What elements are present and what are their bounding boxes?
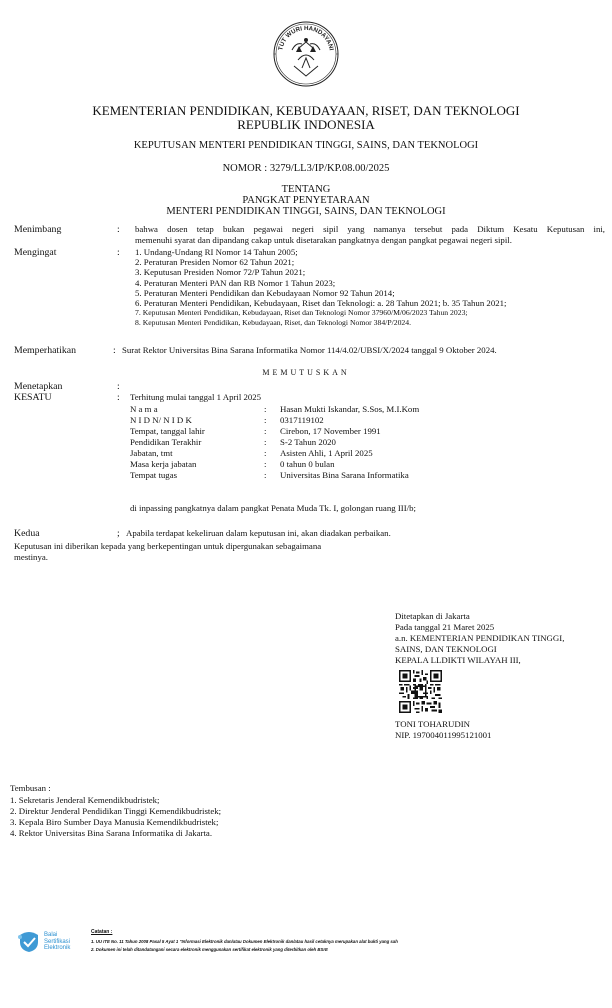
catatan-label: Catatan : (91, 929, 113, 935)
field-colon: : (264, 415, 267, 425)
kedua-label: Kedua (14, 528, 40, 539)
field-label-tempat-tugas: Tempat tugas (130, 470, 178, 480)
tembusan-item: 1. Sekretaris Jenderal Kemendikbudristek; (10, 795, 160, 805)
mengingat-item: 8. Keputusan Menteri Pendidikan, Kebudayaan, Riset, dan Teknologi Nomor 384/P/2024. (135, 318, 412, 328)
signature-an-line-1: a.n. KEMENTERIAN PENDIDIKAN TINGGI, (395, 633, 565, 643)
field-colon: : (264, 459, 267, 469)
field-label-nama: N a m a (130, 404, 158, 414)
tembusan-label: Tembusan : (10, 783, 51, 793)
bsre-logo-text (44, 932, 70, 952)
menimbang-line-1: bahwa dosen tetap bukan pegawai negeri sipil yang namanya tersebut pada Diktum Kesatu Keputusan ini, (135, 224, 605, 234)
tembusan-block (10, 783, 330, 839)
mengingat-label: Mengingat (14, 247, 57, 258)
decree-number: NOMOR : 3279/LL3/IP/KP.08.00/2025 (222, 163, 390, 174)
signature-an-line-2: SAINS, DAN TEKNOLOGI (395, 644, 497, 654)
signature-an-line-3: KEPALA LLDIKTI WILAYAH III, (395, 655, 521, 665)
menimbang-colon: : (117, 224, 120, 235)
mengingat-list (135, 247, 605, 329)
field-value-jabatan: Asisten Ahli, 1 April 2025 (280, 448, 373, 458)
field-row (130, 437, 590, 448)
field-row (130, 459, 590, 470)
seal-motto: TUT WURI HANDAYANI (277, 24, 335, 52)
menimbang-label: Menimbang (14, 224, 62, 235)
signatory-name: TONI TOHARUDIN (395, 719, 471, 729)
country-title: REPUBLIK INDONESIA (237, 117, 375, 132)
signature-block (395, 611, 605, 666)
mengingat-item: 7. Keputusan Menteri Pendidikan, Kebudayaan, Riset dan Teknologi Nomor 37960/M/06/2023 Tahun 2023; (135, 308, 468, 318)
mengingat-item: 3. Keputusan Presiden Nomor 72/P Tahun 2021; (135, 267, 306, 278)
mengingat-item: 1. Undang-Undang RI Nomor 14 Tahun 2005; (135, 247, 298, 257)
menetapkan-label: Menetapkan (14, 381, 63, 392)
menetapkan-colon: : (117, 381, 120, 392)
field-colon: : (264, 437, 267, 447)
about-label: TENTANG (281, 184, 331, 195)
field-label-jabatan: Jabatan, tmt (130, 448, 173, 458)
mengingat-item: 5. Peraturan Menteri Pendidikan dan Kebudayaan Nomor 92 Tahun 2014; (135, 287, 395, 298)
kedua-text: Apabila terdapat kekeliruan dalam keputusan ini, akan diadakan perbaikan. (126, 528, 391, 538)
field-row (130, 470, 590, 481)
kesatu-label: KESATU (14, 392, 52, 403)
tut-wuri-handayani-seal-icon (272, 20, 340, 88)
field-label-pendidikan: Pendidikan Terakhir (130, 437, 202, 447)
field-value-nidn: 0317119102 (280, 415, 324, 425)
kesatu-colon: : (117, 392, 120, 403)
signature-place: Ditetapkan di Jakarta (395, 611, 470, 621)
qr-code-icon (399, 670, 442, 713)
memperhatikan-text: Surat Rektor Universitas Bina Sarana Informatika Nomor 114/4.02/UBSI/X/2024 tanggal 9 Oktober 2024. (122, 345, 497, 355)
field-value-pendidikan: S-2 Tahun 2020 (280, 437, 336, 447)
memperhatikan-label: Memperhatikan (14, 345, 77, 356)
closing-line-1: Keputusan ini diberikan kepada yang berkepentingan untuk dipergunakan sebagaimana (14, 541, 322, 551)
field-value-tempat-tugas: Universitas Bina Sarana Informatika (280, 470, 409, 480)
mengingat-item: 4. Peraturan Menteri PAN dan RB Nomor 1 Tahun 2023; (135, 277, 336, 288)
field-value-nama: Hasan Mukti Iskandar, S.Sos, M.I.Kom (280, 404, 420, 414)
bsre-logo-icon (16, 931, 42, 953)
decree-title: KEPUTUSAN MENTERI PENDIDIKAN TINGGI, SAINS, DAN TEKNOLOGI (133, 140, 479, 151)
field-value-ttl: Cirebon, 17 November 1991 (280, 426, 381, 436)
tembusan-item: 3. Kepala Biro Sumber Daya Manusia Kemendikbudristek; (10, 817, 219, 827)
field-label-nidn: N I D N/ N I D K (130, 415, 192, 425)
field-row (130, 404, 590, 415)
mengingat-item: 2. Peraturan Presiden Nomor 62 Tahun 2021; (135, 257, 295, 268)
subject-line-1: PANGKAT PENYETARAAN (242, 195, 370, 206)
tembusan-item: 4. Rektor Universitas Bina Sarana Informatika di Jakarta. (10, 828, 213, 838)
field-row (130, 426, 590, 437)
bsre-logo-line-2: Sertifikasi (44, 938, 71, 945)
bsre-logo-line-3: Elektronik (44, 945, 71, 951)
field-colon: : (264, 448, 267, 458)
bsre-logo-line-1: Balai (44, 932, 58, 938)
footer-note-2: 2. Dokumen ini telah ditandatangani secara elektronik menggunakan sertifikat elektronik yang diterbitkan oleh BSrE (91, 947, 328, 952)
kesatu-intro: Terhitung mulai tanggal 1 April 2025 (130, 392, 262, 402)
field-colon: : (264, 404, 267, 414)
field-value-masa-kerja: 0 tahun 0 bulan (280, 459, 335, 469)
signatory-nip: NIP. 197004011995121001 (395, 730, 492, 740)
tembusan-item: 2. Direktur Jenderal Pendidikan Tinggi Kemendikbudristek; (10, 806, 222, 816)
mengingat-item: 6. Peraturan Menteri Pendidikan, Kebudayaan, Riset dan Teknologi: a. 28 Tahun 2021; b. 35 Tahun 2021; (135, 297, 507, 308)
menimbang-line-2: memenuhi syarat dan dipandang cakap untuk disetarakan pangkatnya dengan pangkat pegawai negeri sipil. (135, 235, 512, 245)
field-label-masa-kerja: Masa kerja jabatan (130, 459, 197, 469)
ministry-title: KEMENTERIAN PENDIDIKAN, KEBUDAYAAN, RISET, DAN TEKNOLOGI (92, 103, 520, 118)
memperhatikan-colon: : (113, 345, 116, 356)
kesatu-fields (130, 404, 590, 481)
field-colon: : (264, 426, 267, 436)
closing-line-2: mestinya. (14, 552, 48, 562)
field-colon: : (264, 470, 267, 480)
inpassing-text: di inpassing pangkatnya dalam pangkat Penata Muda Tk. I, golongan ruang III/b; (130, 503, 416, 513)
kedua-colon: ; (117, 528, 120, 539)
mengingat-colon: : (117, 247, 120, 258)
subject-line-2: MENTERI PENDIDIKAN TINGGI, SAINS, DAN TEKNOLOGI (166, 206, 446, 217)
field-row (130, 448, 590, 459)
field-label-ttl: Tempat, tanggal lahir (130, 426, 205, 436)
field-row (130, 415, 590, 426)
signature-date: Pada tanggal 21 Maret 2025 (395, 622, 495, 632)
memutuskan-heading: MEMUTUSKAN (262, 368, 350, 377)
footer-note-1: 1. UU ITE No. 11 Tahun 2008 Pasal 5 Ayat 1 "Informasi Elektronik dan/atau Dokumen Elektronik dan/atau hasil cetaknya merupakan alat bukti yang sah (91, 939, 398, 944)
